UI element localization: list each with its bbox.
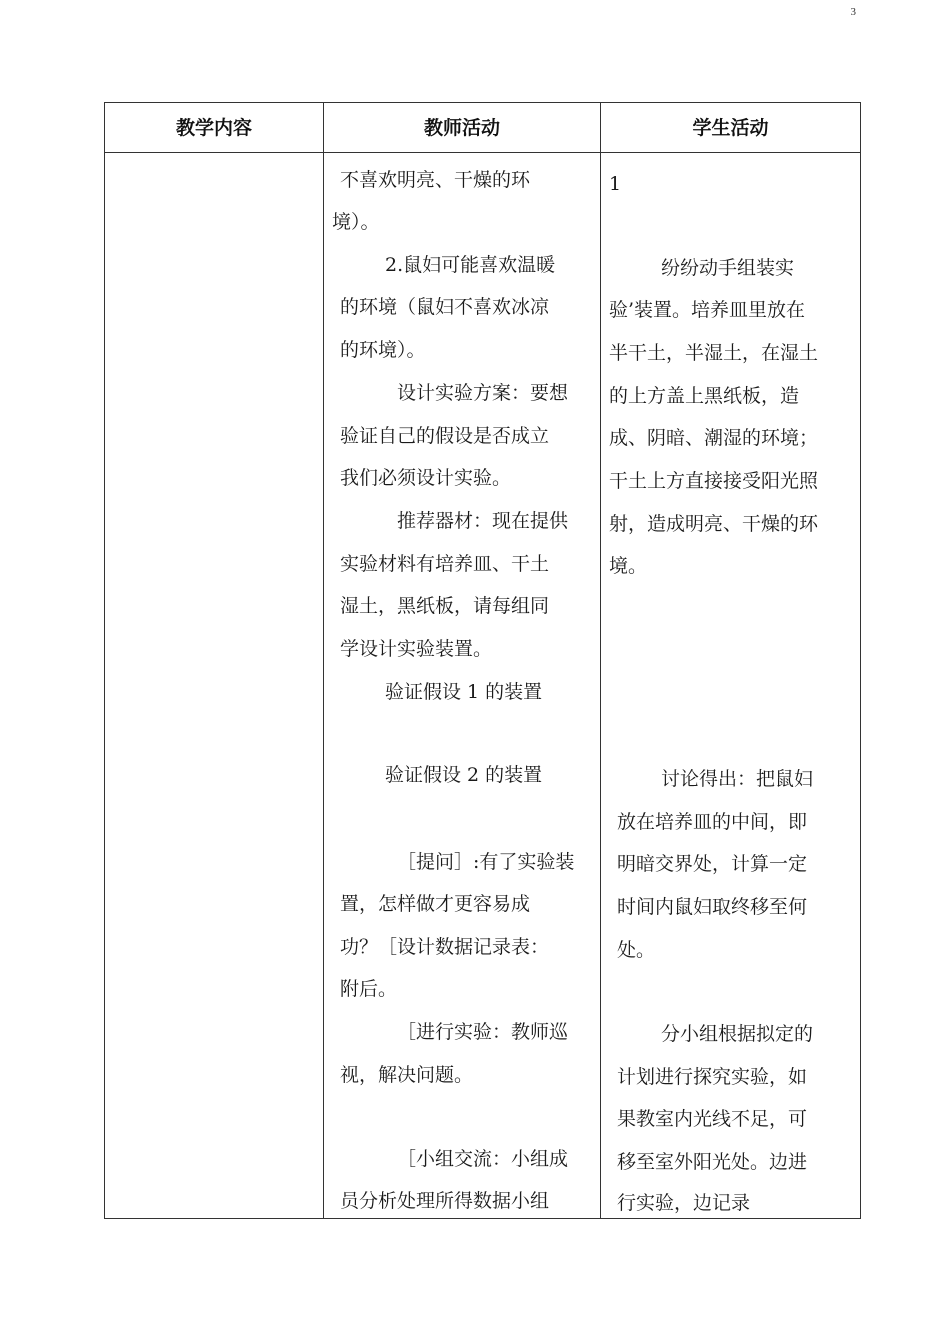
student-line: 射，造成明亮、干燥的环	[609, 513, 819, 535]
teacher-line: 不喜欢明亮、干燥的环	[340, 169, 531, 191]
header-teaching-content: 教学内容	[175, 117, 252, 139]
teacher-line: 2.鼠妇可能喜欢温暖	[385, 254, 556, 276]
page-number: 3	[850, 6, 856, 18]
teacher-line: 验证假设 1 的装置	[385, 681, 543, 703]
student-line: 境。	[609, 555, 648, 577]
student-line: 半干土，半湿土，在湿土	[609, 342, 819, 364]
student-line: 时间内鼠妇取终移至何	[617, 896, 808, 918]
teacher-line: 验证假设 2 的装置	[385, 764, 543, 786]
lesson-table	[104, 102, 861, 1219]
teacher-line: 功？［设计数据记录表：	[340, 936, 550, 958]
teacher-line: 视，解决问题。	[340, 1064, 474, 1086]
student-line: 验’装置。培养皿里放在	[609, 299, 806, 321]
teacher-line: 员分析处理所得数据小组	[340, 1190, 550, 1212]
header-teacher-activity: 教师活动	[423, 117, 500, 139]
student-line: 分小组根据拟定的	[661, 1023, 814, 1045]
column-divider	[600, 103, 601, 1218]
teacher-line: 实验材料有培养皿、干土	[340, 553, 550, 575]
student-line: 讨论得出：把鼠妇	[661, 768, 814, 790]
teacher-line: 附后。	[340, 978, 398, 1000]
student-line: 纷纷动手组装实	[661, 257, 795, 279]
teacher-line: ［提问］:有了实验装	[397, 851, 575, 873]
teacher-line: 境）。	[332, 211, 380, 233]
teacher-line: 设计实验方案：要想	[397, 382, 569, 404]
teacher-line: ［进行实验：教师巡	[397, 1021, 569, 1043]
teacher-line: ［小组交流：小组成	[397, 1148, 569, 1170]
student-line: 移至室外阳光处。边进	[617, 1151, 808, 1173]
student-line: 明暗交界处，计算一定	[617, 853, 808, 875]
header-student-activity: 学生活动	[692, 117, 769, 139]
teacher-line: 的环境）。	[340, 339, 426, 361]
student-line: 的上方盖上黑纸板，造	[609, 385, 800, 407]
student-line: 1	[609, 173, 622, 195]
student-line: 放在培养皿的中间，即	[617, 811, 808, 833]
student-line: 果教室内光线不足，可	[617, 1108, 808, 1130]
student-line: 成、阴暗、潮湿的环境；	[609, 427, 819, 449]
student-line: 计划进行探究实验，如	[617, 1066, 808, 1088]
teacher-line: 的环境（鼠妇不喜欢冰凉	[340, 296, 550, 318]
teacher-line: 湿土，黑纸板，请每组同	[340, 595, 550, 617]
student-line: 干土上方直接接受阳光照	[609, 470, 819, 492]
student-line: 行实验，边记录	[617, 1192, 751, 1214]
teacher-line: 置，怎样做才更容易成	[340, 893, 531, 915]
teacher-line: 验证自己的假设是否成立	[340, 425, 550, 447]
teacher-line: 推荐器材：现在提供	[397, 510, 569, 532]
student-line: 处。	[617, 939, 656, 961]
column-divider	[323, 103, 324, 1218]
teacher-line: 学设计实验装置。	[340, 638, 493, 660]
teacher-line: 我们必须设计实验。	[340, 467, 512, 489]
